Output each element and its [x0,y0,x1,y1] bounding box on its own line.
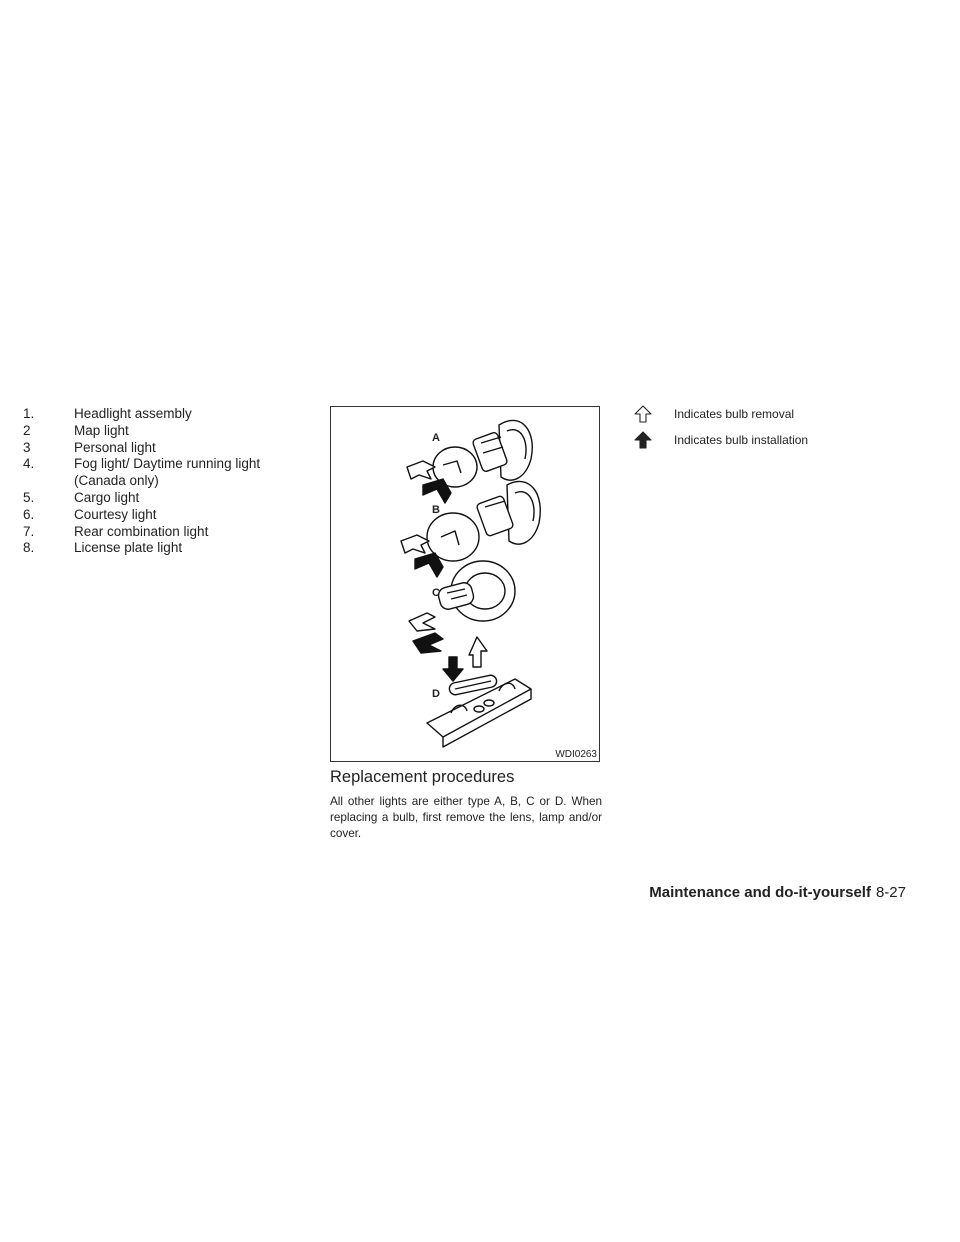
list-item-continuation: (Canada only) [74,473,159,489]
figure-code: WDI0263 [555,749,597,760]
list-item [23,423,303,440]
bulb-illustration [331,407,599,761]
list-item [23,507,303,524]
item-number: 8. [23,540,35,556]
list-item [23,540,303,557]
item-text: License plate light [74,540,183,556]
item-number: 7. [23,523,35,539]
item-text: Map light [74,422,129,438]
item-text: Fog light/ Daytime running light [74,456,261,472]
item-number: 1. [23,406,35,421]
bulb-c-drawing [437,561,515,621]
label-c: C [432,587,440,599]
label-a: A [432,432,440,444]
item-number: 3 [23,439,31,455]
section-paragraph: All other lights are either type A, B, C or D. When replacing a bulb, first remove the lens, lamp and/or cover. [330,795,602,840]
item-number: 6. [23,506,35,522]
item-text: Headlight assembly [74,406,192,421]
label-d: D [432,688,440,700]
page-footer [649,884,906,901]
legend-removal [633,405,893,423]
bulb-types-figure [330,406,600,762]
solid-arrow-icon [633,431,653,449]
list-item [23,490,303,507]
label-b: B [432,504,440,516]
outline-arrow-icon [633,405,653,423]
bulb-a-drawing [433,420,532,487]
footer-section: Maintenance and do-it-yourself [649,884,871,901]
list-item [23,456,303,473]
item-text: Cargo light [74,489,140,505]
item-text: Personal light [74,439,156,455]
list-item [23,524,303,541]
page-number: 8-27 [875,884,906,901]
item-number: 2 [23,422,31,438]
list-item [23,406,303,423]
list-item [23,440,303,457]
item-number: 5. [23,489,35,505]
legend-removal-text: Indicates bulb removal [674,407,795,421]
lights-list [23,406,303,557]
section-heading: Replacement procedures [330,768,515,786]
item-text: Rear combination light [74,523,209,539]
item-text: Courtesy light [74,506,157,522]
item-number: 4. [23,456,35,472]
legend-installation-text: Indicates bulb installation [674,433,809,447]
legend-installation [633,431,893,449]
